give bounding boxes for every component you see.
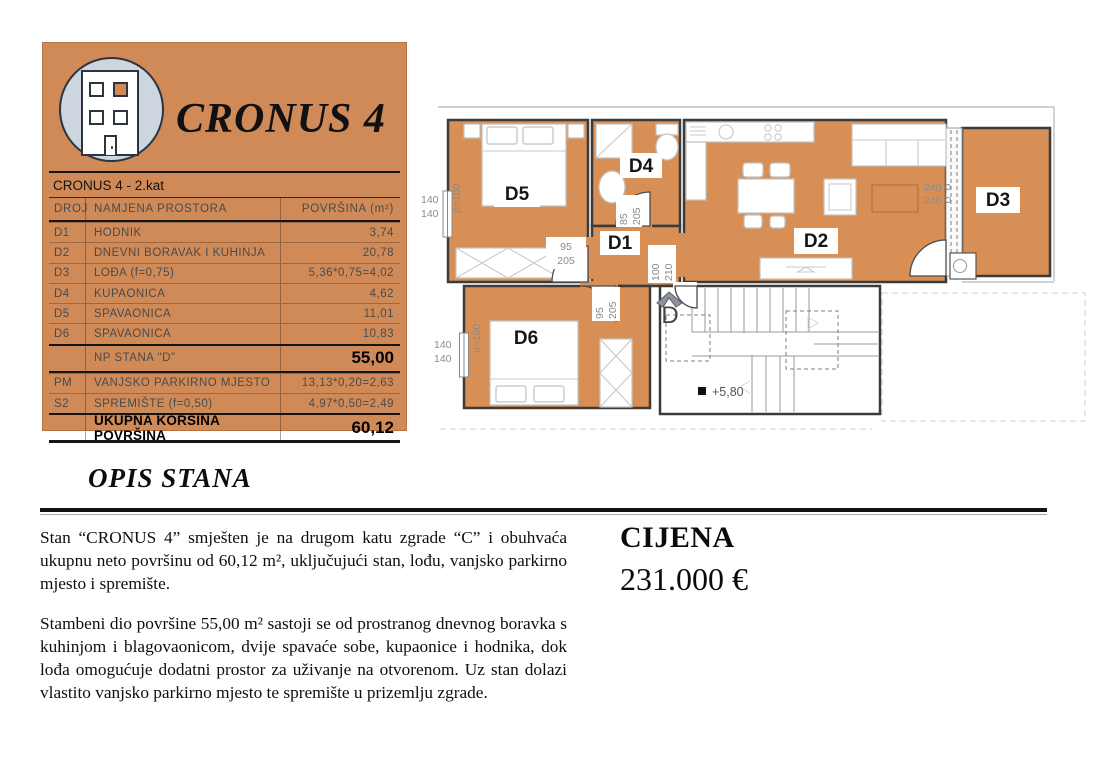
stair-label: D: [661, 302, 679, 329]
pillow-icon: [487, 127, 517, 144]
table-row: [49, 323, 400, 343]
building-icon: [59, 57, 164, 162]
table-row: [49, 393, 400, 413]
row-id: D1: [54, 226, 70, 239]
row-area: 20,78: [280, 243, 400, 262]
divider-rule-shadow: [40, 514, 1047, 515]
description-paragraph: Stambeni dio površine 55,00 m² sastoji se od prostranog dnevnog boravka s kuhinjom i blagovaonicom, dvije spavaće sobe, kupaonice i hodnika, dok lođa omogućuje dodatni prostor za uživanje na otvorenom. Uz stan dolazi vlastito vanjsko parkirno mjesto te spremište u prizemlju zgrade.: [40, 614, 567, 702]
row-area: 5,36*0,75=4,02: [280, 264, 400, 283]
pillow-icon: [523, 127, 553, 144]
table-header-row: [49, 198, 400, 222]
table-row: [49, 242, 400, 262]
door-dim: 85: [618, 213, 630, 225]
row-area: 11,01: [280, 304, 400, 323]
row-name: LOĐA (f=0,75): [85, 264, 280, 283]
price-block: [620, 521, 748, 598]
door-dim: 210: [663, 263, 675, 281]
room-label-d5: D5: [504, 184, 530, 205]
door-dim: 205: [557, 255, 575, 267]
row-id: S2: [54, 397, 70, 410]
neighbor-dash-frame: [882, 293, 1085, 421]
table-row: [49, 303, 400, 323]
subtotal-label: NP STANA "D": [85, 346, 280, 371]
row-name: DNEVNI BORAVAK I KUHINJA: [85, 243, 280, 262]
table-row: [49, 283, 400, 303]
chair-icon: [770, 163, 790, 177]
building-window-highlight-icon: [113, 82, 128, 97]
row-id: D5: [54, 307, 70, 320]
door-dim: 100: [650, 263, 662, 281]
row-id: D2: [54, 246, 70, 259]
total-row: [49, 413, 400, 443]
row-name: KUPAONICA: [85, 284, 280, 303]
table-row: [49, 263, 400, 283]
building-window-icon: [89, 82, 104, 97]
room-label-d4: D4: [628, 156, 654, 177]
total-label: UKUPNA KORSINA POVRŠINA: [85, 415, 280, 440]
room-label-d3: D3: [985, 190, 1011, 211]
row-name: SPAVAONICA: [85, 304, 280, 323]
row-name: VANJSKO PARKIRNO MJESTO: [85, 374, 280, 393]
opening-d1-d2: [678, 233, 690, 277]
building-window-icon: [89, 110, 104, 125]
table-row: [49, 373, 400, 393]
dining-table-icon: [738, 179, 794, 213]
room-label-d2: D2: [803, 231, 829, 252]
subtotal-value: 55,00: [280, 346, 400, 371]
price-value: 231.000 €: [620, 561, 748, 597]
door-dim: 95: [594, 307, 606, 319]
sofa-icon: [852, 124, 946, 166]
header-area: POVRŠINA (m²): [280, 198, 400, 220]
chair-icon: [744, 215, 762, 228]
room-label-d6: D6: [513, 328, 539, 349]
wardrobe-icon: [456, 248, 560, 278]
room-rows: [49, 222, 400, 344]
description-text: [40, 526, 567, 721]
door-dim: 205: [607, 301, 619, 319]
row-id: D6: [54, 328, 70, 341]
row-id: D4: [54, 287, 70, 300]
apartment-card: [42, 42, 407, 443]
window-d6-icon: [460, 333, 469, 377]
level-marker-icon: [698, 387, 706, 395]
building-window-icon: [113, 110, 128, 125]
window-dim: 140: [421, 208, 439, 220]
floor-plan: [420, 95, 1094, 445]
nightstand-icon: [464, 124, 480, 138]
window-dim: 140: [421, 194, 439, 206]
row-name: SPAVAONICA: [85, 324, 280, 343]
toilet-tank-icon: [656, 124, 678, 135]
pillow-icon: [534, 386, 564, 402]
loggia-dim: 240: [924, 182, 942, 194]
parapet-dim: p=100: [471, 323, 483, 353]
level-mark: +5,80: [712, 385, 744, 399]
door-dim: 95: [560, 241, 572, 253]
door-dim: 205: [631, 207, 643, 225]
building-door-icon: [104, 135, 117, 155]
area-table: [49, 171, 400, 443]
row-area: 13,13*0,20=2,63: [280, 374, 400, 393]
room-label-d1: D1: [607, 233, 633, 254]
description-heading: OPIS STANA: [88, 463, 252, 493]
row-id: PM: [54, 377, 73, 390]
row-area: 4,97*0,50=2,49: [280, 394, 400, 413]
chair-icon: [743, 163, 763, 177]
row-id: D3: [54, 267, 70, 280]
kitchen-counter-icon: [686, 122, 814, 142]
row-area: 4,62: [280, 284, 400, 303]
description-paragraph: Stan “CRONUS 4” smješten je na drugom katu zgrade “C” i obuhvaća ukupnu neto površinu od 60,12 m², uključujući stan, lođu, vanjsko parkirno mjesto i spremište.: [40, 528, 567, 593]
total-value: 60,12: [280, 415, 400, 440]
building-shape: [81, 70, 139, 156]
row-name: HODNIK: [85, 223, 280, 242]
nightstand-icon: [568, 124, 584, 138]
row-area: 3,74: [280, 223, 400, 242]
price-label: CIJENA: [620, 521, 735, 554]
pillow-icon: [496, 386, 526, 402]
loggia-dim: 240: [924, 195, 942, 207]
header-name: NAMJENA PROSTORA: [85, 198, 280, 220]
wardrobe-icon: [600, 339, 632, 407]
subtotal-row: [49, 344, 400, 373]
divider-rule: [40, 508, 1047, 512]
window-dim: 140: [434, 353, 452, 365]
header-id: DROJ: [54, 203, 89, 215]
row-name: SPREMIŠTE (f=0,50): [85, 394, 280, 413]
tv-cabinet-icon: [760, 258, 852, 279]
extra-rows: [49, 373, 400, 414]
table-row: [49, 222, 400, 242]
row-area: 10,83: [280, 324, 400, 343]
card-title: CRONUS 4: [176, 96, 386, 142]
chair-icon: [770, 216, 785, 228]
door-knob-icon: [111, 146, 114, 149]
window-dim: 140: [434, 339, 452, 351]
card-subtitle: CRONUS 4 - 2.kat: [49, 171, 400, 198]
kitchen-cabinet-icon: [686, 142, 706, 200]
parapet-dim: p=100: [451, 183, 463, 213]
